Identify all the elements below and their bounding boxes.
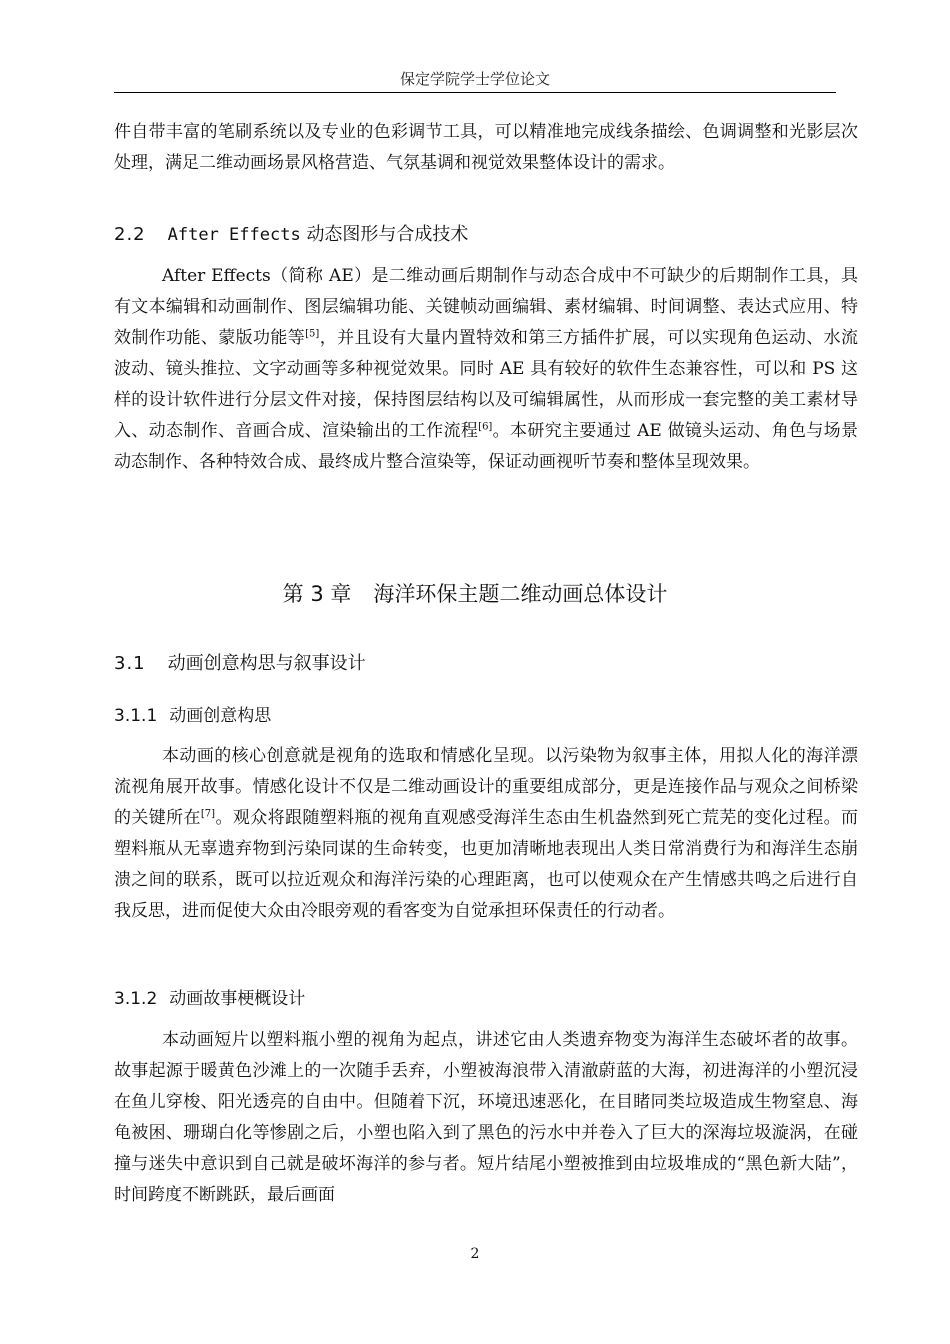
subsection-number: 3.1.1: [114, 706, 158, 726]
citation-7: [7]: [200, 808, 216, 820]
intro-paragraph: 件自带丰富的笔刷系统以及专业的色彩调节工具，可以精准地完成线条描绘、色调调整和光影层次处理，满足二维动画场景风格营造、气氛基调和视觉效果整体设计的需求。: [114, 122, 858, 173]
section-number: 3.1: [114, 653, 146, 674]
section-title-latin: After Effects: [167, 225, 301, 245]
page-number: 2: [470, 1246, 480, 1262]
section-title: 动态图形与合成技术: [306, 224, 469, 245]
header-rule: [114, 92, 836, 93]
subsection-number: 3.1.2: [114, 989, 158, 1009]
subsection-title: 动画故事梗概设计: [169, 989, 306, 1009]
citation-6: [6]: [478, 421, 493, 433]
chapter-number: 第 3 章: [282, 582, 352, 606]
paragraph-after-effects: [114, 261, 858, 478]
citation-5: [5]: [305, 328, 320, 340]
paragraph-text: ，并且设有大量内置特效和第三方插件扩展，可以实现角色运动、水流波动、镜头推拉、文字动画等多种视觉效果。同时 AE 具有较好的软件生态兼容性，可以和 PS 这样的设计软件进行分层文件对接，保持图层结构以及可编辑属性，从而形成一套完整的美工素材导入、动态制作、音画合成、渲染输出的工作流程: [114, 328, 859, 441]
paragraph-story-synopsis: 本动画短片以塑料瓶小塑的视角为起点，讲述它由人类遗弃物变为海洋生态破坏者的故事。故事起源于暖黄色沙滩上的一次随手丢弃，小塑被海浪带入清澈蔚蓝的大海，初进海洋的小塑沉浸在鱼儿穿梭、阳光透亮的自由中。但随着下沉，环境迅速恶化，在目睹同类垃圾造成生物窒息、海龟被困、珊瑚白化等惨剧之后，小塑也陷入到了黑色的污水中并卷入了巨大的深海垃圾漩涡，在碰撞与迷失中意识到自己就是破坏海洋的参与者。短片结尾小塑被推到由垃圾堆成的“黑色新大陆”，时间跨度不断跳跃，最后画面: [114, 1030, 858, 1205]
chapter-title: 海洋环保主题二维动画总体设计: [373, 582, 668, 606]
paragraph-creative-concept: [114, 741, 858, 927]
paragraph-text: After Effects（简称 AE）是二维动画后期制作与动态合成中不可缺少的后期制作工具，具有文本编辑和动画制作、图层编辑功能、关键帧动画编辑、素材编辑、时间调整、表达式应用、特效制作功能、蒙版功能等: [114, 266, 858, 348]
subsection-heading-3-1-1: [114, 704, 271, 728]
paragraph-text: 。观众将跟随塑料瓶的视角直观感受海洋生态由生机盎然到死亡荒芜的变化过程。而塑料瓶从无辜遗弃物到污染同谋的生命转变，也更加清晰地表现出人类日常消费行为和海洋生态崩溃之间的联系，既可以拉近观众和海洋污染的心理距离，也可以使观众在产生情感共鸣之后进行自我反思，进而促使大众由冷眼旁观的看客变为自觉承担环保责任的行动者。: [114, 808, 859, 921]
section-number: 2.2: [114, 224, 146, 245]
running-header: 保定学院学士学位论文: [399, 70, 550, 88]
section-heading-2-2: [114, 222, 468, 248]
subsection-heading-3-1-2: [114, 987, 305, 1011]
section-heading-3-1: [114, 651, 366, 677]
paragraph-text: 本动画的核心创意就是视角的选取和情感化呈现。以污染物为叙事主体，用拟人化的海洋漂流视角展开故事。情感化设计不仅是二维动画设计的重要组成部分，更是连接作品与观众之间桥梁的关键所在: [114, 746, 858, 828]
subsection-title: 动画创意构思: [169, 706, 272, 726]
chapter-heading: [114, 579, 836, 609]
paragraph-text: 。本研究主要通过 AE 做镜头运动、角色与场景动态制作、各种特效合成、最终成片整合渲染等，保证动画视听节奏和整体呈现效果。: [114, 421, 859, 472]
section-title: 动画创意构思与叙事设计: [167, 653, 366, 674]
